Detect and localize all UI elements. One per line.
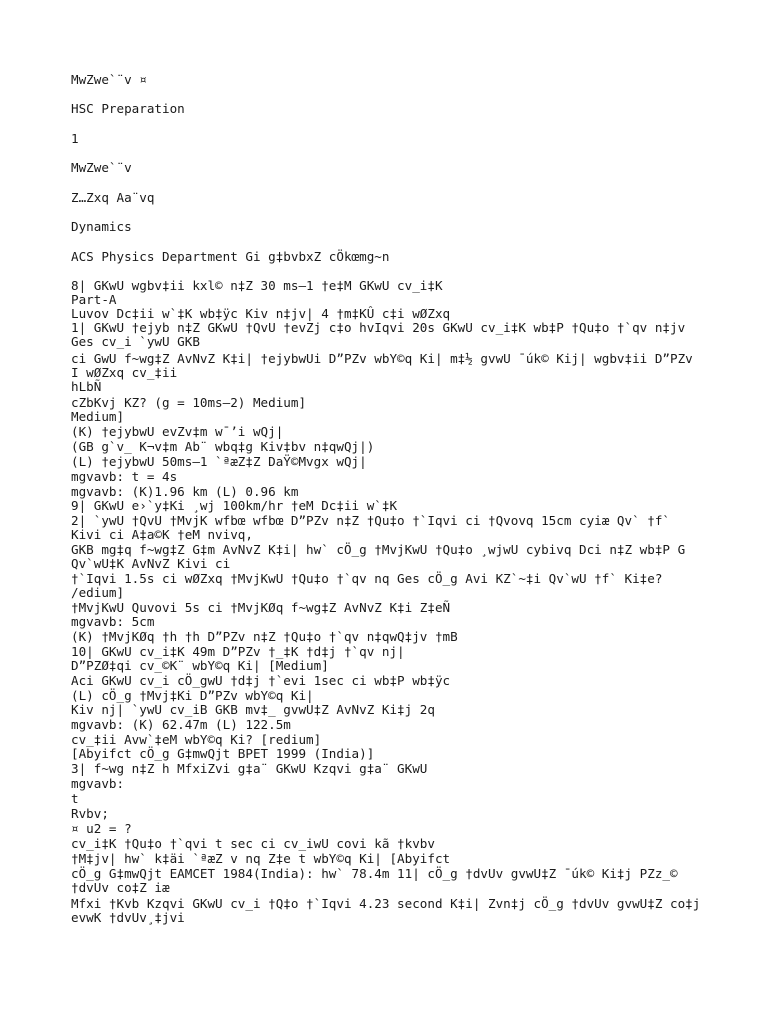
body-line: mgvavb: 5cm [71, 614, 155, 629]
body-line: /edium] [71, 585, 125, 600]
body-line: (K) †ejybwU evZv‡m w¯’i wQj| [71, 424, 284, 439]
body-line: D”PZØ‡qi cv_©K¨ wbY©q Ki| [Medium] [71, 658, 329, 673]
body-line: 8| GKwU wgbv‡ii kxl© n‡Z 30 ms–1 †e‡M GKwU cv_i‡K [71, 278, 443, 293]
body-line: cZbKvj KZ? (g = 10ms–2) Medium] [71, 395, 307, 410]
body-line: 3| f~wg n‡Z h MfxiZvi g‡a¨ GKwU Kzqvi g‡a¨ GKwU [71, 761, 428, 776]
header-line-2: HSC Preparation [71, 101, 185, 116]
header-line-6: Dynamics [71, 219, 132, 234]
body-line: Mfxi †Kvb Kzqvi GKwU cv_i †Q‡o †`Iqvi 4.23 second K‡i| Zvn‡j cÖ_g †dvUv gvwU‡Z co‡j [71, 896, 701, 911]
body-line: Ges cv_i `ywU GKB [71, 334, 200, 349]
header-line-7: ACS Physics Department Gi g‡bvbxZ cÖkœmg~n [71, 249, 390, 264]
body-line: GKB mg‡q f~wg‡Z G‡m AvNvZ K‡i| hw` cÖ_g †MvjKwU †Qu‡o ¸wjwU cybivq Dci n‡Z wb‡P G [71, 542, 686, 557]
body-line: (L) †ejybwU 50ms–1 `ªæZ‡Z DaŸ©Mvgx wQj| [71, 454, 367, 469]
body-line: Part-A [71, 292, 117, 307]
body-line: (L) cÖ_g †Mvj‡Ki D”PZv wbY©q Ki| [71, 688, 314, 703]
body-line: mgvavb: t = 4s [71, 469, 178, 484]
body-line: Rvbv; [71, 806, 109, 821]
body-line: ci GwU f~wg‡Z AvNvZ K‡i| †ejybwUi D”PZv wbY©q Ki| m‡½ gvwU ¯úk© Kij| wgbv‡ii D”PZv [71, 351, 693, 366]
body-line: 9| GKwU e›`y‡Ki ¸wj 100km/hr †eM Dc‡ii w`‡K [71, 498, 398, 513]
body-line: cv_‡ii Avw`‡eM wbY©q Ki? [redium] [71, 732, 322, 747]
body-line: ¤ u2 = ? [71, 821, 132, 836]
body-line: t [71, 791, 79, 806]
body-line: [Abyifct cÖ_g G‡mwQjt BPET 1999 (India)] [71, 746, 375, 761]
body-line: evwK †dvUv¸‡jvi [71, 910, 185, 925]
body-line: cv_i‡K †Qu‡o †`qvi t sec ci cv_iwU covi kã †kvbv [71, 836, 435, 851]
body-line: †MvjKwU Quvovi 5s ci †MvjKØq f~wg‡Z AvNvZ K‡i Z‡eÑ [71, 600, 451, 615]
body-line: Aci GKwU cv_i cÖ_gwU †d‡j †`evi 1sec ci wb‡P wb‡ÿc [71, 673, 451, 688]
body-line: †`Iqvi 1.5s ci wØZxq †MvjKwU †Qu‡o †`qv nq Ges cÖ_g Avi KZ`~‡i Qv`wU †f` Ki‡e? [71, 571, 663, 586]
body-line: (K) †MvjKØq †h †h D”PZv n‡Z †Qu‡o †`qv n‡qwQ‡jv †mB [71, 629, 458, 644]
body-line: Kiv nj| `ywU cv_iB GKB mv‡_ gvwU‡Z AvNvZ Ki‡j 2q [71, 702, 435, 717]
body-line: †dvUv co‡Z iæ [71, 880, 170, 895]
body-line: cÖ_g G‡mwQjt EAMCET 1984(India): hw` 78.4m 11| cÖ_g †dvUv gvwU‡Z ¯úk© Ki‡j PZz_© [71, 866, 678, 881]
body-line: 2| `ywU †QvU †MvjK wfbœ wfbœ D”PZv n‡Z †Qu‡o †`Iqvi ci †Qvovq 15cm cyiæ Qv` †f` [71, 513, 670, 528]
body-line: Medium] [71, 409, 125, 424]
body-line: 10| GKwU cv_i‡K 49m D”PZv †_‡K †d‡j †`qv nj| [71, 644, 405, 659]
header-line-1: MwZwe`¨v ¤ [71, 72, 147, 87]
body-line: (GB g`v_ K¬v‡m Ab¨ wbq‡g Kiv‡bv n‡qwQj|) [71, 439, 375, 454]
header-line-5: Z…Zxq Aa¨vq [71, 190, 155, 205]
body-line: Qv`wU‡K AvNvZ Kivi ci [71, 556, 231, 571]
body-line: mgvavb: (K) 62.47m (L) 122.5m [71, 717, 291, 732]
header-line-4: MwZwe`¨v [71, 160, 132, 175]
body-line: †M‡jv| hw` k‡äi `ªæZ v nq Z‡e t wbY©q Ki| [Abyifct [71, 851, 451, 866]
body-line: hLbÑ [71, 379, 102, 394]
body-line: 1| GKwU †ejyb n‡Z GKwU †QvU †evZj c‡o hvIqvi 20s GKwU cv_i‡K wb‡P †Qu‡o †`qv n‡jv [71, 320, 686, 335]
body-line: Kivi ci A‡a©K †eM nvivq, [71, 527, 253, 542]
header-line-3: 1 [71, 131, 79, 146]
body-line: mgvavb: [71, 776, 125, 791]
body-line: mgvavb: (K)1.96 km (L) 0.96 km [71, 484, 299, 499]
body-line: I wØZxq cv_‡ii [71, 365, 178, 380]
body-line: Luvov Dc‡ii w`‡K wb‡ÿc Kiv n‡jv| 4 †m‡KÛ c‡i wØZxq [71, 306, 451, 321]
